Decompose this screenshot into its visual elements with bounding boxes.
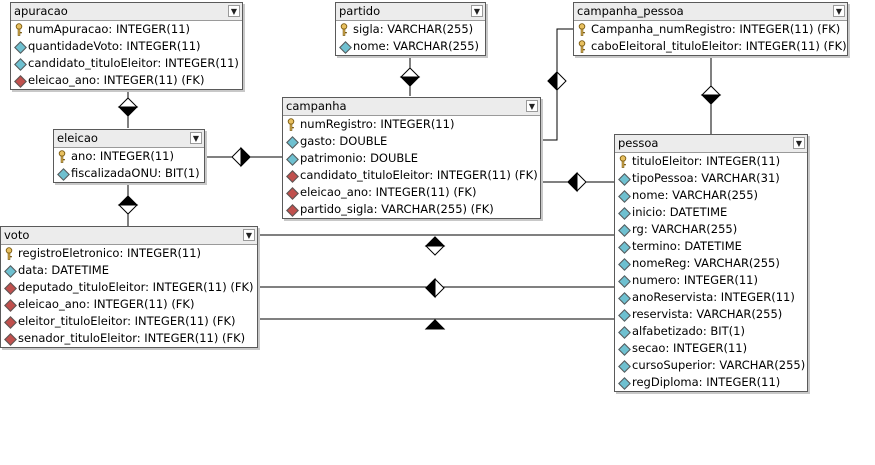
entity-header-voto[interactable] [1,227,257,245]
attribute-diamond-icon [618,292,631,305]
column-row[interactable] [336,21,485,38]
foreign-key-diamond-icon [286,187,299,200]
rel-diamond-pessoa-campanha [568,173,586,191]
column-label: sigla: VARCHAR(255) [353,22,474,36]
column-label: inicio: DATETIME [632,205,728,219]
column-label: tituloEleitor: INTEGER(11) [632,154,781,168]
column-row[interactable] [1,330,257,347]
chevron-down-icon[interactable]: ▼ [833,5,845,17]
column-label: senador_tituloEleitor: INTEGER(11) (FK) [18,331,246,345]
column-label: termino: DATETIME [632,239,742,253]
column-row[interactable] [283,150,540,167]
column-row[interactable] [615,272,807,289]
column-row[interactable] [615,221,807,238]
column-label: registroEletronico: INTEGER(11) [18,246,202,260]
entity-partido[interactable] [335,2,486,56]
rel-diamond-campanha-campanhapessoa [548,72,566,90]
column-label: eleicao_ano: INTEGER(11) (FK) [300,185,477,199]
rel-diamond-eleicao-apuracao [119,98,137,116]
column-label: candidato_tituloEleitor: INTEGER(11) (FK) [300,168,538,182]
foreign-key-diamond-icon [14,75,27,88]
column-row[interactable] [336,38,485,55]
column-row[interactable] [574,21,847,38]
column-label: fiscalizadaONU: BIT(1) [71,166,200,180]
column-row[interactable] [283,133,540,150]
key-icon [57,150,67,163]
column-label: nome: VARCHAR(255) [353,39,480,53]
attribute-diamond-icon [618,360,631,373]
attribute-diamond-icon [57,168,70,181]
attribute-diamond-icon [618,173,631,186]
column-row[interactable] [283,167,540,184]
key-icon [618,155,628,168]
key-icon [577,40,587,53]
entity-title: eleicao [57,131,98,145]
rel-diamond-pessoa-voto-3 [426,320,444,329]
rel-diamond-pessoa-voto-2 [426,279,444,297]
rel-diamond-eleicao-voto [119,196,137,214]
rel-diamond-pessoa-campanhapessoa [702,86,720,104]
attribute-diamond-icon [618,343,631,356]
column-label: nomeReg: VARCHAR(255) [632,256,780,270]
column-label: candidato_tituloEleitor: INTEGER(11) [28,56,239,70]
attribute-diamond-icon [618,275,631,288]
chevron-down-icon[interactable]: ▼ [526,100,538,112]
entity-title: campanha [286,99,347,113]
column-label: quantidadeVoto: INTEGER(11) [28,39,201,53]
entity-header-campanha[interactable] [283,98,540,116]
foreign-key-diamond-icon [4,282,17,295]
column-row[interactable] [615,170,807,187]
rel-diamond-eleicao-campanha [232,148,250,166]
chevron-down-icon[interactable]: ▼ [190,132,202,144]
column-label: eleicao_ano: INTEGER(11) (FK) [28,73,205,87]
column-row[interactable] [283,184,540,201]
column-label: eleicao_ano: INTEGER(11) (FK) [18,297,195,311]
chevron-down-icon[interactable]: ▼ [471,5,483,17]
column-row[interactable] [1,313,257,330]
entity-campanha[interactable] [282,97,541,219]
attribute-diamond-icon [14,58,27,71]
rel-diamond-pessoa-voto-1 [426,237,444,255]
column-row[interactable] [615,340,807,357]
attribute-diamond-icon [14,41,27,54]
foreign-key-diamond-icon [4,316,17,329]
column-label: alfabetizado: BIT(1) [632,324,745,338]
attribute-diamond-icon [618,190,631,203]
attribute-diamond-icon [618,377,631,390]
entity-title: apuracao [14,4,68,18]
entity-pessoa[interactable] [614,134,808,392]
foreign-key-diamond-icon [286,204,299,217]
column-row[interactable] [283,201,540,218]
column-label: nome: VARCHAR(255) [632,188,759,202]
column-label: numApuracao: INTEGER(11) [28,22,191,36]
column-label: rg: VARCHAR(255) [632,222,738,236]
column-row[interactable] [11,55,242,72]
column-label: regDiploma: INTEGER(11) [632,375,781,389]
column-row[interactable] [615,255,807,272]
column-row[interactable] [615,289,807,306]
attribute-diamond-icon [618,258,631,271]
chevron-down-icon[interactable]: ▼ [793,137,805,149]
column-row[interactable] [1,296,257,313]
rel-diamond-partido-campanha [401,68,419,86]
entity-eleicao[interactable] [53,129,205,183]
column-label: tipoPessoa: VARCHAR(31) [632,171,780,185]
column-row[interactable] [11,38,242,55]
column-row[interactable] [615,204,807,221]
foreign-key-diamond-icon [4,299,17,312]
column-label: secao: INTEGER(11) [632,341,748,355]
column-label: deputado_tituloEleitor: INTEGER(11) (FK) [18,280,254,294]
attribute-diamond-icon [339,41,352,54]
column-label: partido_sigla: VARCHAR(255) (FK) [300,202,494,216]
entity-title: campanha_pessoa [577,4,684,18]
column-row[interactable] [615,153,807,170]
column-row[interactable] [283,116,540,133]
entity-title: pessoa [618,136,659,150]
foreign-key-diamond-icon [4,333,17,346]
column-row[interactable] [615,374,807,391]
key-icon [339,23,349,36]
entity-header-eleicao[interactable] [54,130,204,148]
column-label: gasto: DOUBLE [300,134,388,148]
column-row[interactable] [615,357,807,374]
column-row[interactable] [615,323,807,340]
key-icon [14,23,24,36]
attribute-diamond-icon [618,326,631,339]
entity-header-apuracao[interactable] [11,3,242,21]
column-row[interactable] [615,238,807,255]
column-row[interactable] [11,21,242,38]
entity-header-partido[interactable] [336,3,485,21]
column-label: Campanha_numRegistro: INTEGER(11) (FK) [591,22,841,36]
column-row[interactable] [54,165,204,182]
attribute-diamond-icon [286,136,299,149]
entity-title: partido [339,4,381,18]
column-row[interactable] [11,72,242,89]
attribute-diamond-icon [618,207,631,220]
attribute-diamond-icon [286,153,299,166]
attribute-diamond-icon [618,224,631,237]
column-label: data: DATETIME [18,263,109,277]
entity-voto[interactable] [0,226,258,348]
attribute-diamond-icon [618,241,631,254]
column-label: ano: INTEGER(11) [71,149,174,163]
column-label: anoReservista: INTEGER(11) [632,290,795,304]
entity-header-campanha-pessoa[interactable] [574,3,847,21]
attribute-diamond-icon [618,309,631,322]
chevron-down-icon[interactable]: ▼ [243,229,255,241]
key-icon [286,118,296,131]
column-row[interactable] [1,279,257,296]
entity-apuracao[interactable] [10,2,243,90]
column-label: cursoSuperior: VARCHAR(255) [632,358,806,372]
key-icon [4,247,14,260]
entity-title: voto [4,228,30,242]
column-row[interactable] [1,262,257,279]
entity-header-pessoa[interactable] [615,135,807,153]
entity-campanha-pessoa[interactable] [573,2,848,56]
chevron-down-icon[interactable]: ▼ [228,5,240,17]
column-label: numero: INTEGER(11) [632,273,758,287]
column-row[interactable] [615,187,807,204]
column-label: caboEleitoral_tituloEleitor: INTEGER(11) (FK) [591,39,847,53]
column-label: patrimonio: DOUBLE [300,151,418,165]
column-label: eleitor_tituloEleitor: INTEGER(11) (FK) [18,314,236,328]
key-icon [577,23,587,36]
column-row[interactable] [1,245,257,262]
column-label: numRegistro: INTEGER(11) [300,117,455,131]
attribute-diamond-icon [4,265,17,278]
column-label: reservista: VARCHAR(255) [632,307,783,321]
column-row[interactable] [54,148,204,165]
column-row[interactable] [574,38,847,55]
foreign-key-diamond-icon [286,170,299,183]
column-row[interactable] [615,306,807,323]
